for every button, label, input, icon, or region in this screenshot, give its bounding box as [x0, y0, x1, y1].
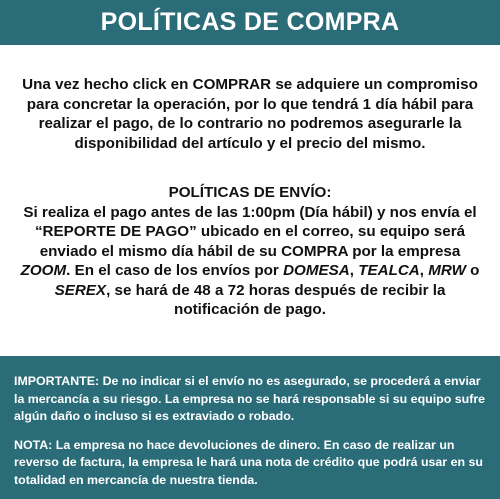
important-text: De no indicar si el envío no es asegurado, se procederá a enviar la mercancía a su riesgo. La empresa no se hará responsable si su equipo sufre algún daño o incluso si es extraviado o robado. [14, 374, 486, 423]
page-title: POLÍTICAS DE COMPRA [100, 8, 400, 36]
separator: , [419, 262, 429, 279]
important-notice [14, 373, 486, 426]
company-zoom: ZOOM [20, 262, 67, 279]
footer-banner [0, 356, 500, 499]
company-serex: SEREX [54, 281, 107, 299]
company-tealca: TEALCA [358, 262, 420, 279]
shipping-text-part-3: , se hará de 48 a 72 horas después de recibir la notificación de pago. [106, 281, 446, 318]
separator: o [465, 262, 480, 279]
shipping-policy-title: POLÍTICAS DE ENVÍO: [168, 184, 332, 201]
company-mrw: MRW [428, 262, 466, 279]
header-banner [0, 0, 500, 45]
note-text: La empresa no hace devoluciones de dinero. En caso de realizar un reverso de factura, la empresa le hará una nota de crédito que podrá usar en su totalidad en mercancía de nuestra tienda. [14, 437, 483, 487]
note-label: NOTA: [14, 437, 53, 452]
important-label: IMPORTANTE: [14, 374, 100, 388]
company-domesa: DOMESA [283, 262, 350, 279]
shipping-policy-paragraph [14, 203, 486, 320]
separator: , [349, 262, 359, 279]
intro-paragraph: Una vez hecho click en COMPRAR se adquiere un compromiso para concretar la operación, por lo que tendrá 1 día hábil para realizar el pago, de lo contrario no podremos asegurarle la disponibilidad del artículo y el precio del mismo. [22, 76, 478, 152]
shipping-text-part-2: . En el caso de los envíos por [66, 262, 284, 279]
main-content [0, 45, 500, 320]
note-notice [14, 437, 486, 490]
shipping-text-part-1: Si realiza el pago antes de las 1:00pm (Día hábil) y nos envía el “REPORTE DE PAGO” ubicado en el correo, su equipo será enviado el mismo día hábil de su COMPRA por la empresa [23, 203, 477, 260]
